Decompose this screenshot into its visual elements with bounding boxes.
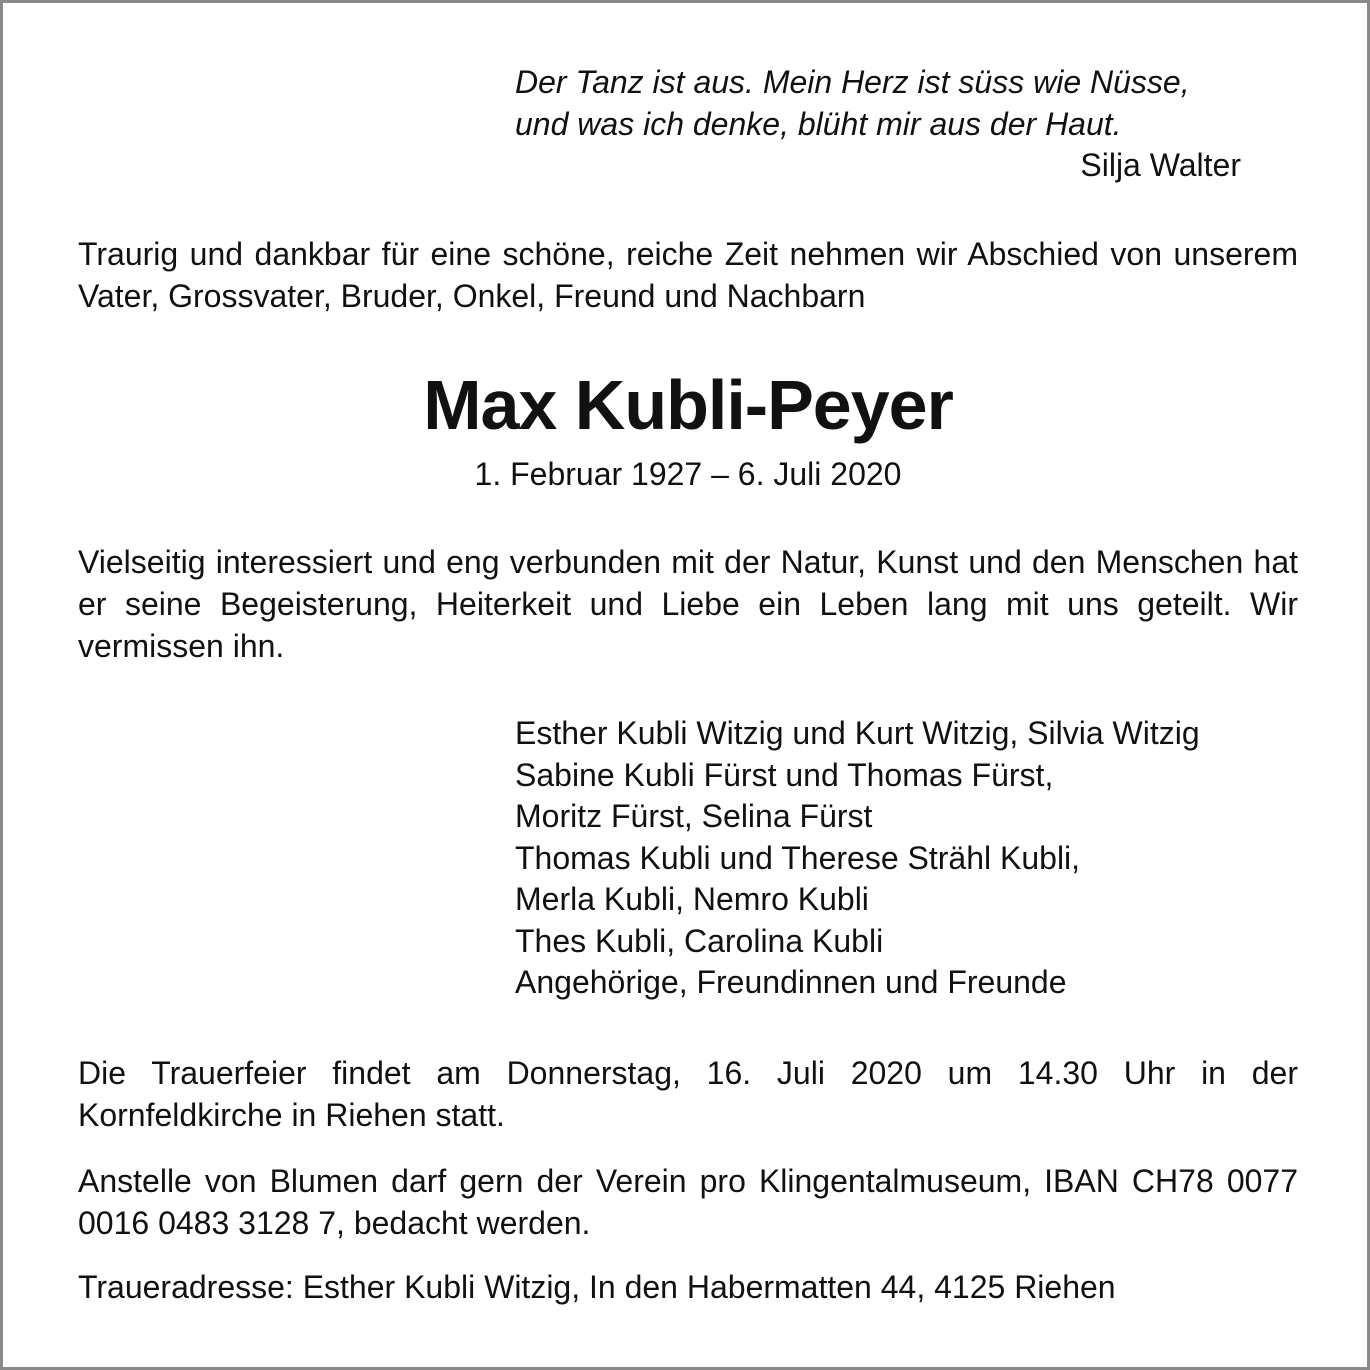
epigraph-quote xyxy=(515,61,1255,145)
quote-line: Der Tanz ist aus. Mein Herz ist süss wie Nüsse, xyxy=(515,64,1190,100)
service-paragraph: Die Trauerfeier findet am Donnerstag, 16. Juli 2020 um 14.30 Uhr in der Kornfeldkirche in Riehen statt. xyxy=(78,1055,1298,1133)
quote-line: und was ich denke, blüht mir aus der Haut. xyxy=(515,106,1122,142)
quote-author: Silja Walter xyxy=(1080,147,1241,183)
tribute-paragraph: Vielseitig interessiert und eng verbunden mit der Natur, Kunst und den Menschen hat er seine Begeisterung, Heiterkeit und Liebe ein Leben lang mit uns geteilt. Wir vermissen ihn. xyxy=(78,544,1298,664)
mourner-line: Angehörige, Freundinnen und Freunde xyxy=(515,964,1067,1000)
deceased-name: Max Kubli-Peyer xyxy=(423,366,953,444)
mourner-line: Merla Kubli, Nemro Kubli xyxy=(515,881,869,917)
donation-paragraph: Anstelle von Blumen darf gern der Verein pro Klingentalmuseum, IBAN CH78 0077 0016 0483 3128 7, bedacht werden. xyxy=(78,1163,1298,1241)
mourner-line: Thomas Kubli und Therese Strähl Kubli, xyxy=(515,839,1081,876)
mourner-line: Sabine Kubli Fürst und Thomas Fürst, xyxy=(515,756,1054,793)
intro-paragraph: Traurig und dankbar für eine schöne, reiche Zeit nehmen wir Abschied von unserem Vater, Grossvater, Bruder, Onkel, Freund und Nachbarn xyxy=(78,236,1298,314)
mourner-line: Moritz Fürst, Selina Fürst xyxy=(515,798,873,834)
mourner-line: Esther Kubli Witzig und Kurt Witzig, Silvia Witzig xyxy=(515,715,1200,751)
mourner-line: Thes Kubli, Carolina Kubli xyxy=(515,922,884,959)
life-dates: 1. Februar 1927 – 6. Juli 2020 xyxy=(474,456,902,492)
address-paragraph: Traueradresse: Esther Kubli Witzig, In den Habermatten 44, 4125 Riehen xyxy=(78,1269,1116,1305)
mourners-list xyxy=(515,713,1298,1004)
